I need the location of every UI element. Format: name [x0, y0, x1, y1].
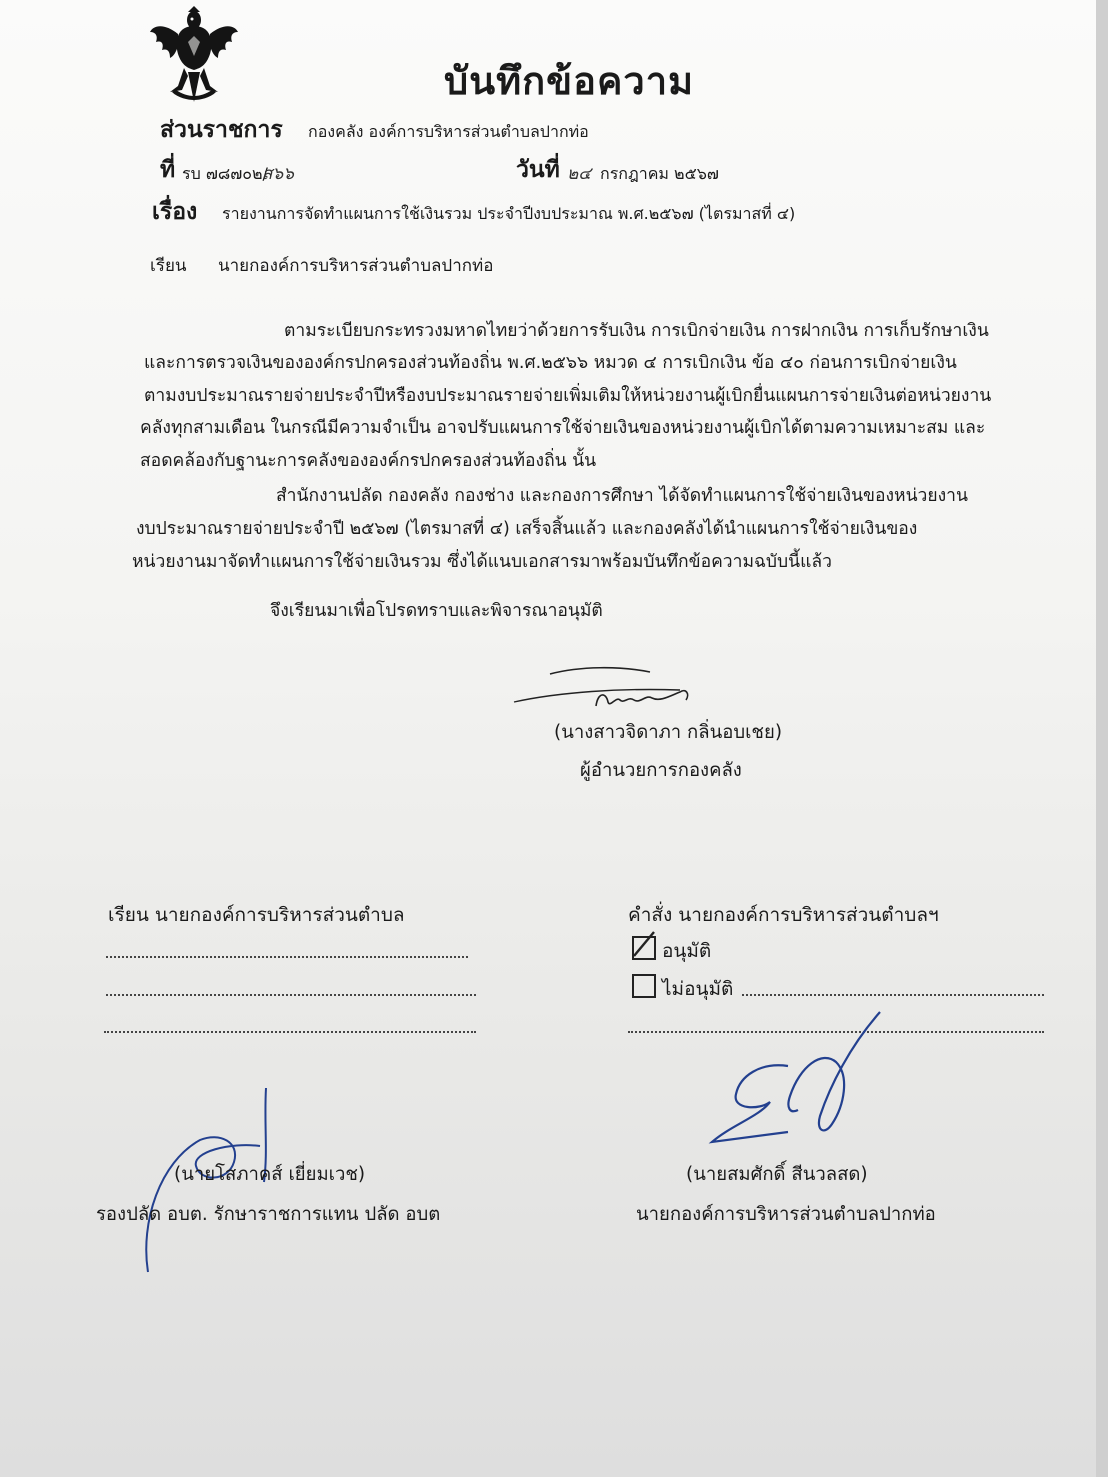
signature-mayor: [700, 1006, 900, 1156]
memo-title: บันทึกข้อความ: [444, 59, 695, 103]
salutation-label: เรียน: [150, 256, 187, 276]
signature-director: [510, 662, 710, 718]
garuda-emblem-icon: [148, 6, 240, 104]
body-line: ตามระเบียบกระทรวงมหาดไทยว่าด้วยการรับเงิน การเบิกจ่ายเงิน การฝากเงิน การเก็บรักษาเงิน: [284, 321, 989, 341]
dotted-line: [742, 994, 1044, 996]
reference-label: ที่: [160, 157, 176, 183]
left-block-heading: เรียน นายกองค์การบริหารส่วนตำบล: [108, 904, 405, 926]
body-line: งบประมาณรายจ่ายประจำปี ๒๕๖๗ (ไตรมาสที่ ๔) เสร็จสิ้นแล้ว และกองคลังได้นำแผนการใช้จ่ายเงินของ: [136, 519, 918, 539]
right-signer-name: (นายสมศักดิ์ สีนวลสด): [686, 1164, 868, 1185]
body-line: และการตรวจเงินขององค์กรปกครองส่วนท้องถิ่น พ.ศ.๒๕๖๖ หมวด ๔ การเบิกเงิน ข้อ ๔๐ ก่อนการเบิกจ่ายเงิน: [144, 353, 957, 373]
subject-value: รายงานการจัดทำแผนการใช้เงินรวม ประจำปีงบประมาณ พ.ศ.๒๕๖๗ (ไตรมาสที่ ๔): [222, 204, 796, 223]
right-block-heading: คำสั่ง นายกองค์การบริหารส่วนตำบลฯ: [628, 904, 939, 926]
dotted-line: [104, 1031, 476, 1033]
disapprove-checkbox[interactable]: [632, 974, 656, 998]
approve-label: อนุมัติ: [662, 940, 712, 962]
body-line: ตามงบประมาณรายจ่ายประจำปีหรืองบประมาณรายจ่ายเพิ่มเติมให้หน่วยงานผู้เบิกยื่นแผนการจ่ายเงินต่อหน่วยงาน: [144, 386, 992, 406]
left-signer-name: (นายโสภาคส์ เยี่ยมเวช): [174, 1164, 366, 1185]
signer-name: (นางสาวจิดาภา กลิ่นอบเชย): [554, 722, 783, 743]
signer-position: ผู้อำนวยการกองคลัง: [580, 760, 742, 781]
date-value: กรกฎาคม ๒๕๖๗: [600, 164, 719, 183]
salutation-value: นายกองค์การบริหารส่วนตำบลปากท่อ: [218, 256, 494, 276]
body-line: สอดคล้องกับฐานะการคลังขององค์กรปกครองส่วนท้องถิ่น นั้น: [140, 451, 597, 471]
body-line: สำนักงานปลัด กองคลัง กองช่าง และกองการศึกษา ได้จัดทำแผนการใช้จ่ายเงินของหน่วยงาน: [276, 486, 968, 506]
department-value: กองคลัง องค์การบริหารส่วนตำบลปากท่อ: [308, 122, 589, 141]
reference-value: รบ ๗๘๗๐๒/: [182, 164, 268, 183]
dotted-line: [106, 956, 468, 958]
reference-handwritten: ส๖๖: [262, 164, 294, 184]
right-signer-position: นายกองค์การบริหารส่วนตำบลปากท่อ: [636, 1204, 936, 1225]
date-label: วันที่: [516, 157, 560, 183]
left-signer-position: รองปลัด อบต. รักษาราชการแทน ปลัด อบต: [96, 1204, 441, 1225]
page-edge: [1096, 0, 1108, 1477]
department-label: ส่วนราชการ: [160, 117, 283, 143]
body-line: หน่วยงานมาจัดทำแผนการใช้จ่ายเงินรวม ซึ่งได้แนบเอกสารมาพร้อมบันทึกข้อความฉบับนี้แล้ว: [132, 552, 832, 572]
closing-text: จึงเรียนมาเพื่อโปรดทราบและพิจารณาอนุมัติ: [270, 601, 603, 621]
checkmark-icon: [630, 928, 660, 960]
date-handwritten: ๒๔: [567, 164, 592, 184]
dotted-line: [106, 994, 476, 996]
subject-label: เรื่อง: [152, 199, 198, 225]
body-line: คลังทุกสามเดือน ในกรณีมีความจำเป็น อาจปรับแผนการใช้จ่ายเงินของหน่วยงานผู้เบิกได้ตามความเหมาะสม และ: [140, 418, 986, 438]
disapprove-label: ไม่อนุมัติ: [662, 978, 734, 1000]
